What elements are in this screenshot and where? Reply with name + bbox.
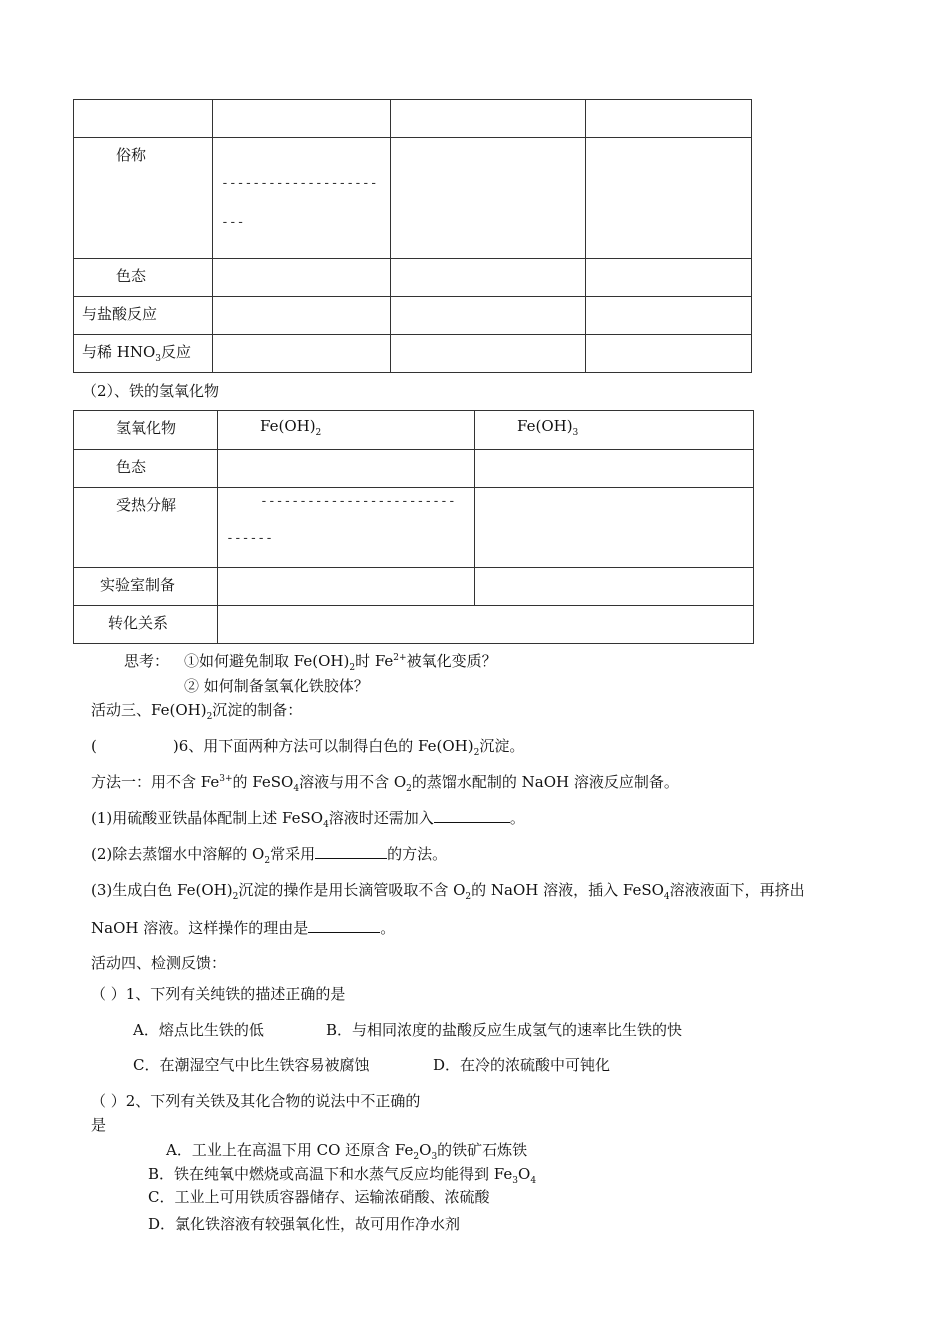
quiz-q2-cont: 是: [91, 1116, 107, 1134]
answer-blank[interactable]: [308, 918, 380, 933]
table-cell: [475, 488, 754, 568]
table-cell: [391, 100, 586, 138]
table-cell: [586, 335, 752, 373]
step-2: (2)除去蒸馏水中溶解的 $O_2$常采用 的方法。: [91, 845, 448, 866]
think-q2: ② 如何制备氢氧化铁胶体？: [184, 677, 369, 695]
table-cell: [586, 138, 752, 259]
table-cell: [475, 450, 754, 488]
activity3-title: 活动三、$Fe(OH)_2$沉淀的制备：: [91, 701, 303, 722]
dash-line: --------------------: [221, 176, 378, 191]
row-label-color: 色态: [74, 450, 218, 488]
oxide-table: [73, 99, 752, 373]
row-label-prep: 实验室制备: [74, 568, 218, 606]
dash-line: ---: [221, 215, 245, 230]
row-label-hcl: 与盐酸反应: [74, 297, 213, 335]
header-feoh2: $Fe(OH)_2$: [218, 411, 475, 450]
think-q1: ①如何避免制取 $Fe(OH)_2$时 $Fe^{2+}$被氧化变质？: [184, 652, 497, 673]
activity4-title: 活动四、检测反馈：: [91, 954, 227, 972]
table-cell: [218, 606, 754, 644]
table-cell: [391, 297, 586, 335]
hydroxide-table: [73, 410, 754, 644]
quiz-q2-b: B．铁在纯氧中燃烧或高温下和水蒸气反应均能得到 $Fe_3O_4$: [148, 1165, 537, 1186]
quiz-q1-a: A．熔点比生铁的低: [133, 1021, 264, 1039]
row-label-heat: 受热分解: [74, 488, 218, 568]
table-cell: [391, 138, 586, 259]
method-1: 方法一：用不含 $Fe^{3+}$的 FeSO$_4$溶液与用不含 $O_2$的蒸馏水配制的 NaOH 溶液反应制备。: [91, 773, 679, 794]
quiz-q1-c: C．在潮湿空气中比生铁容易被腐蚀: [133, 1056, 370, 1074]
section-title: （2）、铁的氢氧化物: [82, 382, 220, 400]
answer-blank[interactable]: [434, 808, 510, 823]
table-cell: [213, 335, 391, 373]
table-cell: [213, 100, 391, 138]
quiz-q2-d: D．氯化铁溶液有较强氧化性，故可用作净水剂: [148, 1215, 461, 1233]
quiz-q1-d: D．在冷的浓硫酸中可钝化: [433, 1056, 611, 1074]
question-6: ( )6、用下面两种方法可以制得白色的 $Fe(OH)_2$沉淀。: [91, 737, 525, 758]
dash-line: -------------------------: [260, 494, 456, 509]
table-cell: [391, 335, 586, 373]
table-cell: [586, 259, 752, 297]
row-label-hno3: 与稀 $HNO_3$反应: [74, 335, 213, 373]
table-cell: [213, 259, 391, 297]
header-feoh3: $Fe(OH)_3$: [475, 411, 754, 450]
table-cell: [218, 488, 475, 568]
dash-line: ------: [226, 531, 273, 546]
table-cell: [586, 297, 752, 335]
quiz-q2-c: C．工业上可用铁质容器储存、运输浓硝酸、浓硫酸: [148, 1188, 490, 1206]
table-cell: [218, 568, 475, 606]
step-3-cont: NaOH 溶液。这样操作的理由是 。: [91, 919, 396, 937]
table-cell: [475, 568, 754, 606]
table-cell: [218, 450, 475, 488]
table-cell: [74, 100, 213, 138]
table-cell: [586, 100, 752, 138]
row-label-color: 色态: [74, 259, 213, 297]
answer-blank[interactable]: [315, 844, 387, 859]
think-label: 思考：: [124, 652, 170, 670]
quiz-q1: （ ）1、下列有关纯铁的描述正确的是: [91, 985, 346, 1003]
quiz-q1-b: B．与相同浓度的盐酸反应生成氢气的速率比生铁的快: [326, 1021, 683, 1039]
row-label-common-name: 俗称: [74, 138, 213, 259]
step-3: (3)生成白色 $Fe(OH)_2$沉淀的操作是用长滴管吸取不含 $O_2$的 NaOH 溶液，插入 FeSO$_4$溶液液面下，再挤出: [91, 881, 805, 902]
quiz-q2: （ ）2、下列有关铁及其化合物的说法中不正确的: [91, 1092, 421, 1110]
row-label-convert: 转化关系: [74, 606, 218, 644]
step-1: (1)用硫酸亚铁晶体配制上述 FeSO$_4$溶液时还需加入 。: [91, 809, 525, 830]
table-cell: [213, 138, 391, 259]
quiz-q2-a: A．工业上在高温下用 CO 还原含 $Fe_2O_3$的铁矿石炼铁: [166, 1141, 528, 1162]
table-cell: [391, 259, 586, 297]
table-cell: [213, 297, 391, 335]
header-hydroxide: 氢氧化物: [74, 411, 218, 450]
